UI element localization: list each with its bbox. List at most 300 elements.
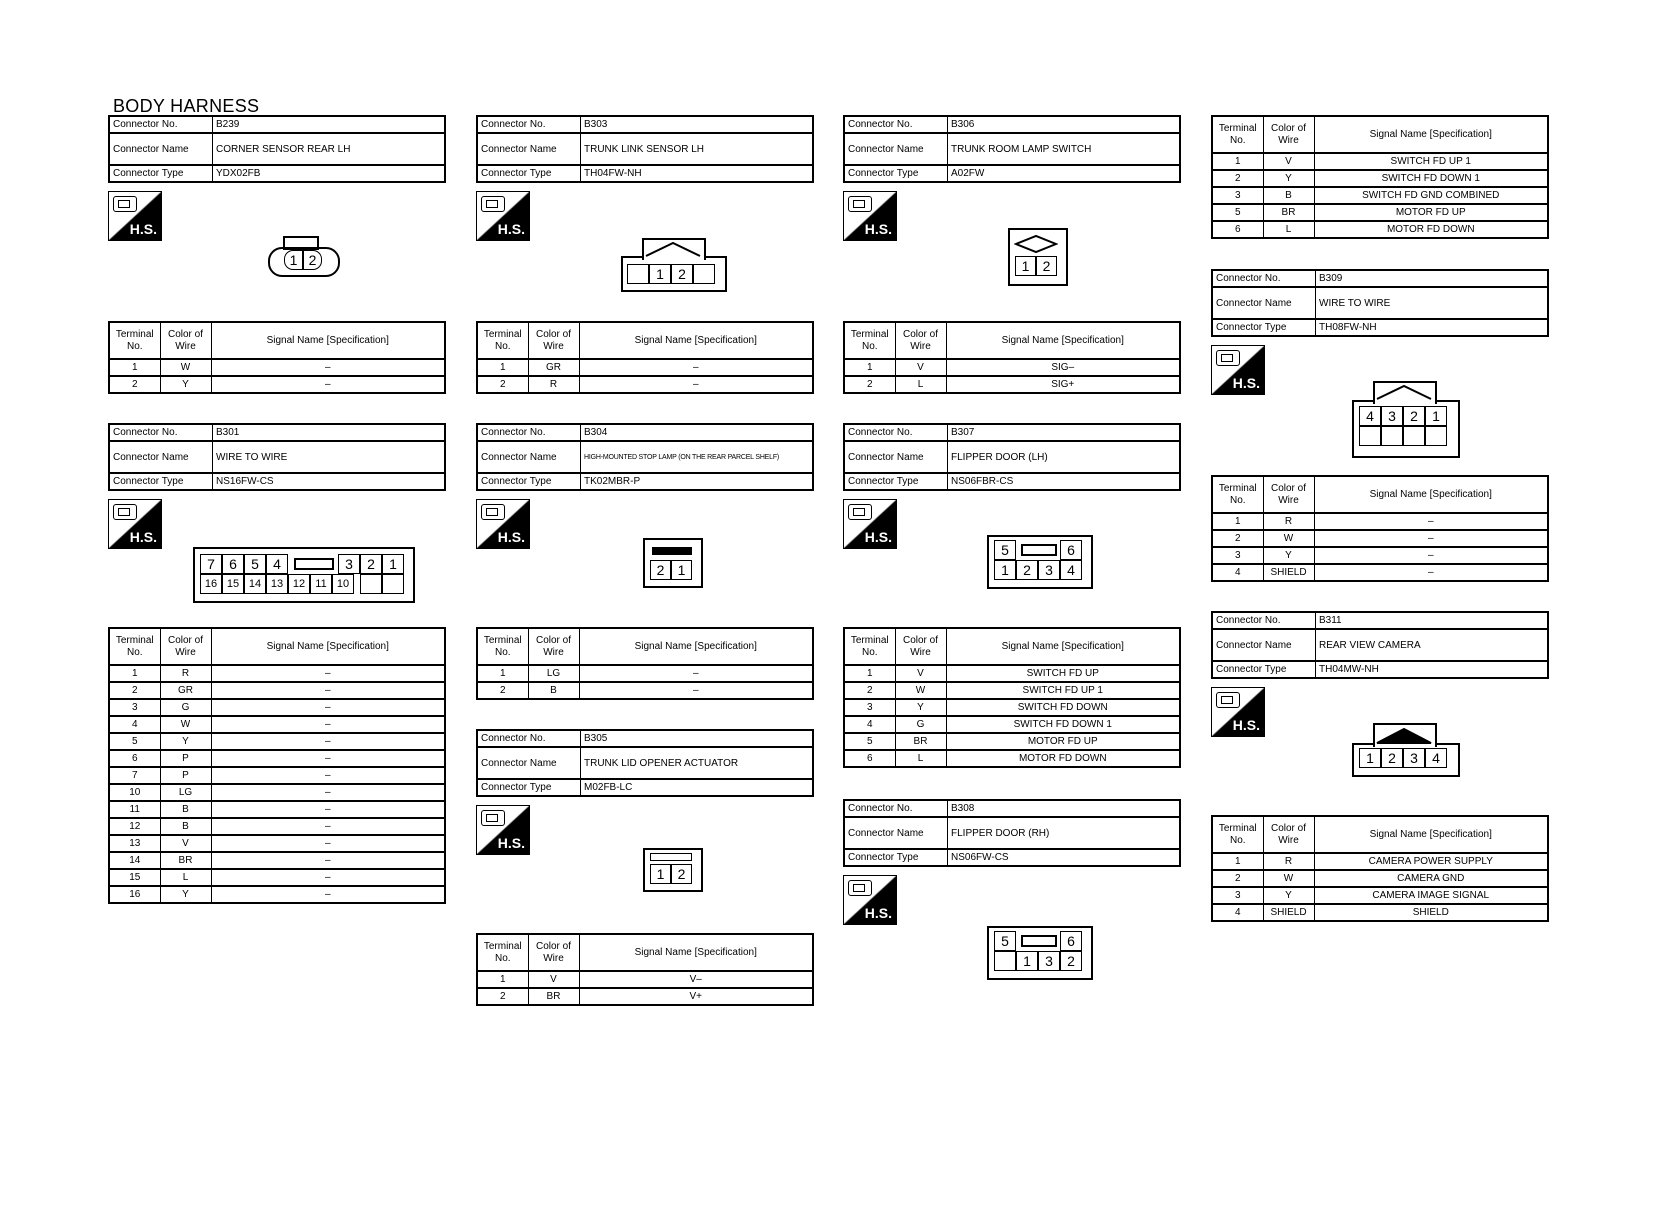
terminal-no: 1 [109,665,160,682]
table-row [477,376,813,393]
terminal-no-header: Terminal No. [109,322,160,359]
table-row [109,784,445,801]
color-of-wire-header: Color of Wire [160,628,211,665]
signal-name: – [211,818,445,835]
wire-color: W [895,682,946,699]
table-row [109,682,445,699]
pin: 13 [266,574,288,594]
connector-no-label: Connector No. [477,116,581,133]
terminal-no: 7 [109,767,160,784]
connector-type-value: NS06FW-CS [948,849,1181,866]
terminal-no: 1 [109,359,160,376]
connector-name-label: Connector Name [1212,629,1316,661]
connector-name-value: TRUNK LID OPENER ACTUATOR [581,747,814,779]
signal-name-header: Signal Name [Specification] [579,628,813,665]
wire-color: W [160,716,211,733]
signal-name: SWITCH FD DOWN 1 [1314,170,1548,187]
terminal-no: 3 [844,699,895,716]
pin: 1 [650,864,671,884]
pin: 1 [671,560,692,580]
terminal-no: 4 [1212,904,1263,921]
signal-name: V– [579,971,813,988]
terminal-no: 2 [844,682,895,699]
terminal-no: 2 [109,682,160,699]
wire-color: V [1263,153,1314,170]
pin: 6 [1060,540,1082,560]
signal-name: – [211,682,445,699]
table-row [477,988,813,1005]
terminal-no: 6 [109,750,160,767]
connector-no-label: Connector No. [844,800,948,817]
connector-no-value: B308 [948,800,1181,817]
color-of-wire-header: Color of Wire [1263,476,1314,513]
hs-label: H.S. [497,221,525,237]
terminal-no-header: Terminal No. [109,628,160,665]
pin: 2 [650,560,671,580]
empty-cavity [1403,426,1425,446]
terminal-no: 1 [1212,853,1263,870]
terminal-table-b311 [1211,815,1549,922]
harness-side-icon [1211,687,1265,737]
signal-name-header: Signal Name [Specification] [211,322,445,359]
empty-cavity [1359,426,1381,446]
table-row [109,665,445,682]
signal-name: SWITCH FD UP [946,665,1180,682]
pin: 5 [244,554,266,574]
signal-name: – [211,665,445,682]
terminal-table-b239 [108,321,446,394]
signal-name: MOTOR FD UP [946,733,1180,750]
table-row [109,359,445,376]
latch [652,547,692,555]
connector-name-label: Connector Name [844,441,948,473]
table-row [477,665,813,682]
signal-name-header: Signal Name [Specification] [579,934,813,971]
signal-name-header: Signal Name [Specification] [211,628,445,665]
connector-no-label: Connector No. [477,424,581,441]
table-row [1212,170,1548,187]
connector-name-value: WIRE TO WIRE [213,441,446,473]
terminal-table-b307 [843,627,1181,768]
terminal-no: 3 [1212,187,1263,204]
connector-no-label: Connector No. [109,424,213,441]
harness-side-icon [843,875,897,925]
signal-name: MOTOR FD UP [1314,204,1548,221]
pin: 3 [338,554,360,574]
table-row [1212,564,1548,581]
wire-color: BR [895,733,946,750]
table-row [109,716,445,733]
table-row [844,359,1180,376]
pin: 2 [1036,256,1057,276]
connector-info-b306 [843,115,1181,183]
polarity-key-icon [644,240,702,258]
table-row [844,716,1180,733]
hs-label: H.S. [497,835,525,851]
harness-side-icon [843,191,897,241]
hs-label: H.S. [864,221,892,237]
terminal-no-header: Terminal No. [477,934,528,971]
pin: 1 [649,264,671,284]
signal-name-header: Signal Name [Specification] [579,322,813,359]
terminal-table-b304 [476,627,814,700]
connector-type-label: Connector Type [477,779,581,796]
signal-name: SWITCH FD UP 1 [946,682,1180,699]
connector-type-label: Connector Type [477,165,581,182]
signal-name-header: Signal Name [Specification] [1314,816,1548,853]
pin: 6 [1060,931,1082,951]
wire-color: LG [528,665,579,682]
connector-type-label: Connector Type [109,165,213,182]
wire-color: GR [160,682,211,699]
table-row [109,801,445,818]
terminal-no: 4 [844,716,895,733]
pin: 2 [1381,748,1403,768]
hs-label: H.S. [864,905,892,921]
harness-side-icon [1211,345,1265,395]
table-row [1212,853,1548,870]
terminal-no: 12 [109,818,160,835]
color-of-wire-header: Color of Wire [528,322,579,359]
connector-no-value: B301 [213,424,446,441]
table-row [844,665,1180,682]
connector-name-label: Connector Name [1212,287,1316,319]
wire-color: V [895,665,946,682]
wire-color: R [528,376,579,393]
connector-info-b301 [108,423,446,491]
wire-color: Y [895,699,946,716]
terminal-no: 3 [1212,547,1263,564]
signal-name: SWITCH FD GND COMBINED [1314,187,1548,204]
pin: 2 [360,554,382,574]
connector-view-icon [481,810,505,826]
wire-color: W [160,359,211,376]
signal-name-header: Signal Name [Specification] [1314,476,1548,513]
hs-label: H.S. [1232,717,1260,733]
terminal-no: 2 [1212,870,1263,887]
color-of-wire-header: Color of Wire [528,934,579,971]
empty-cavity [360,574,382,594]
signal-name: SHIELD [1314,904,1548,921]
empty-cavity [693,264,715,284]
wire-color: Y [160,733,211,750]
connector-no-label: Connector No. [844,424,948,441]
connector-no-value: B306 [948,116,1181,133]
connector-no-label: Connector No. [1212,270,1316,287]
table-row [109,886,445,903]
table-row [109,750,445,767]
signal-name: – [1314,564,1548,581]
table-row [844,682,1180,699]
connector-info-b308 [843,799,1181,867]
connector-name-label: Connector Name [477,747,581,779]
wire-color: P [160,750,211,767]
signal-name: – [211,801,445,818]
polarity-key-icon [1375,383,1433,401]
table-row [1212,513,1548,530]
pin: 3 [1381,406,1403,426]
pin: 1 [284,250,303,270]
signal-name: SIG+ [946,376,1180,393]
page-title: BODY HARNESS [113,96,260,116]
connector-name-label: Connector Name [477,133,581,165]
harness-side-icon [108,191,162,241]
empty-cavity [1425,426,1447,446]
wire-color: BR [528,988,579,1005]
terminal-no: 15 [109,869,160,886]
empty-cavity [627,264,649,284]
color-of-wire-header: Color of Wire [895,628,946,665]
color-of-wire-header: Color of Wire [160,322,211,359]
terminal-table-b306 [843,321,1181,394]
terminal-no-header: Terminal No. [1212,816,1263,853]
wire-color: W [1263,870,1314,887]
terminal-no: 2 [1212,170,1263,187]
signal-name: – [211,716,445,733]
terminal-no: 1 [477,665,528,682]
terminal-no: 1 [1212,153,1263,170]
terminal-no-header: Terminal No. [844,628,895,665]
table-row [109,733,445,750]
wire-color: B [160,818,211,835]
terminal-no: 10 [109,784,160,801]
pin: 1 [1016,951,1038,971]
connector-info-b305 [476,729,814,797]
signal-name: – [579,665,813,682]
wire-color: Y [1263,887,1314,904]
terminal-no: 2 [109,376,160,393]
connector-view-icon [113,196,137,212]
terminal-no: 14 [109,852,160,869]
connector-view-icon [848,196,872,212]
signal-name: – [211,835,445,852]
pin: 14 [244,574,266,594]
hs-label: H.S. [864,529,892,545]
pin: 4 [1060,560,1082,580]
harness-side-icon [476,499,530,549]
connector-view-icon [113,504,137,520]
pin: 4 [266,554,288,574]
terminal-no: 2 [477,988,528,1005]
terminal-no: 1 [477,359,528,376]
terminal-no: 11 [109,801,160,818]
table-row [477,682,813,699]
terminal-table-b305 [476,933,814,1006]
wire-color: Y [160,886,211,903]
connector-type-label: Connector Type [844,849,948,866]
harness-side-icon [843,499,897,549]
pin: 2 [671,264,693,284]
polarity-key-icon [1014,234,1058,254]
connector-name-value: HIGH-MOUNTED STOP LAMP (ON THE REAR PARCEL SHELF) [581,441,814,473]
pin: 10 [332,574,354,594]
connector-name-label: Connector Name [109,441,213,473]
pin: 16 [200,574,222,594]
connector-name-label: Connector Name [844,817,948,849]
connector-info-b307 [843,423,1181,491]
signal-name: SIG– [946,359,1180,376]
connector-name-value: CORNER SENSOR REAR LH [213,133,446,165]
pin: 4 [1359,406,1381,426]
connector-type-label: Connector Type [1212,661,1316,678]
connector-type-value: TH04MW-NH [1316,661,1549,678]
wire-color: B [528,682,579,699]
pin: 3 [1038,951,1060,971]
color-of-wire-header: Color of Wire [1263,816,1314,853]
table-row [109,818,445,835]
pin: 2 [1060,951,1082,971]
wire-color: GR [528,359,579,376]
wire-color: SHIELD [1263,564,1314,581]
connector-type-label: Connector Type [109,473,213,490]
table-row [1212,887,1548,904]
table-row [1212,547,1548,564]
table-row [1212,153,1548,170]
connector-view-icon [848,880,872,896]
terminal-table-b303 [476,321,814,394]
terminal-no: 2 [477,682,528,699]
terminal-no: 1 [1212,513,1263,530]
wire-color: Y [1263,547,1314,564]
signal-name: – [211,886,445,903]
connector-view-icon [481,196,505,212]
connector-info-b311 [1211,611,1549,679]
hs-label: H.S. [129,221,157,237]
signal-name: CAMERA GND [1314,870,1548,887]
terminal-no: 6 [1212,221,1263,238]
polarity-key-icon [1375,725,1433,745]
connector-no-value: B307 [948,424,1181,441]
wire-color: V [895,359,946,376]
table-row [1212,204,1548,221]
pin: 2 [671,864,692,884]
connector-view-icon [1216,692,1240,708]
connector-no-value: B311 [1316,612,1549,629]
signal-name: SWITCH FD UP 1 [1314,153,1548,170]
signal-name: – [1314,513,1548,530]
pin: 7 [200,554,222,574]
terminal-no: 16 [109,886,160,903]
signal-name: – [211,733,445,750]
table-row [109,852,445,869]
connector-no-label: Connector No. [1212,612,1316,629]
wire-color: Y [160,376,211,393]
table-row [844,733,1180,750]
connector-no-value: B239 [213,116,446,133]
wire-color: Y [1263,170,1314,187]
connector-info-b309 [1211,269,1549,337]
connector-name-value: TRUNK ROOM LAMP SWITCH [948,133,1181,165]
terminal-table-b309 [1211,475,1549,582]
wire-color: L [1263,221,1314,238]
empty-cavity [382,574,404,594]
wire-color: V [160,835,211,852]
connector-name-label: Connector Name [844,133,948,165]
signal-name-header: Signal Name [Specification] [946,322,1180,359]
connector-no-value: B305 [581,730,814,747]
connector-type-value: TH08FW-NH [1316,319,1549,336]
table-row [1212,221,1548,238]
terminal-no: 5 [844,733,895,750]
signal-name: – [1314,530,1548,547]
table-row [109,767,445,784]
terminal-table-b301 [108,627,446,904]
terminal-no: 2 [477,376,528,393]
terminal-no: 4 [1212,564,1263,581]
wire-color: SHIELD [1263,904,1314,921]
table-row [477,359,813,376]
pin: 1 [1359,748,1381,768]
connector-type-value: A02FW [948,165,1181,182]
pin: 5 [994,931,1016,951]
connector-view-icon [848,504,872,520]
connector-no-value: B309 [1316,270,1549,287]
terminal-no: 1 [844,359,895,376]
wire-color: BR [160,852,211,869]
pin: 12 [288,574,310,594]
signal-name: CAMERA POWER SUPPLY [1314,853,1548,870]
connector-type-value: NS16FW-CS [213,473,446,490]
connector-name-value: REAR VIEW CAMERA [1316,629,1549,661]
pin: 1 [1425,406,1447,426]
signal-name: MOTOR FD DOWN [946,750,1180,767]
connector-type-label: Connector Type [477,473,581,490]
pin: 5 [994,540,1016,560]
signal-name: – [211,869,445,886]
signal-name: – [579,359,813,376]
terminal-no: 3 [1212,887,1263,904]
terminal-no-header: Terminal No. [1212,476,1263,513]
connector-type-value: YDX02FB [213,165,446,182]
harness-side-icon [476,805,530,855]
signal-name: CAMERA IMAGE SIGNAL [1314,887,1548,904]
pin: 11 [310,574,332,594]
wire-color: B [160,801,211,818]
connector-no-label: Connector No. [109,116,213,133]
color-of-wire-header: Color of Wire [528,628,579,665]
connector-type-value: TH04FW-NH [581,165,814,182]
connector-type-value: NS06FBR-CS [948,473,1181,490]
connector-info-b303 [476,115,814,183]
table-row [109,699,445,716]
connector-type-label: Connector Type [844,165,948,182]
pin: 1 [382,554,404,574]
terminal-no: 5 [109,733,160,750]
terminal-no: 6 [844,750,895,767]
table-row [1212,187,1548,204]
connector-name-value: FLIPPER DOOR (LH) [948,441,1181,473]
pin: 15 [222,574,244,594]
table-row [1212,530,1548,547]
signal-name: – [1314,547,1548,564]
terminal-no-header: Terminal No. [477,322,528,359]
table-row [477,971,813,988]
signal-name: – [211,699,445,716]
terminal-no: 1 [844,665,895,682]
harness-side-icon [108,499,162,549]
connector-type-value: M02FB-LC [581,779,814,796]
table-row [109,869,445,886]
wire-color: P [160,767,211,784]
connector-no-label: Connector No. [477,730,581,747]
wire-color: G [160,699,211,716]
connector-no-value: B304 [581,424,814,441]
connector-info-b239 [108,115,446,183]
terminal-no: 13 [109,835,160,852]
signal-name: – [579,376,813,393]
empty-cavity [994,951,1016,971]
signal-name: V+ [579,988,813,1005]
